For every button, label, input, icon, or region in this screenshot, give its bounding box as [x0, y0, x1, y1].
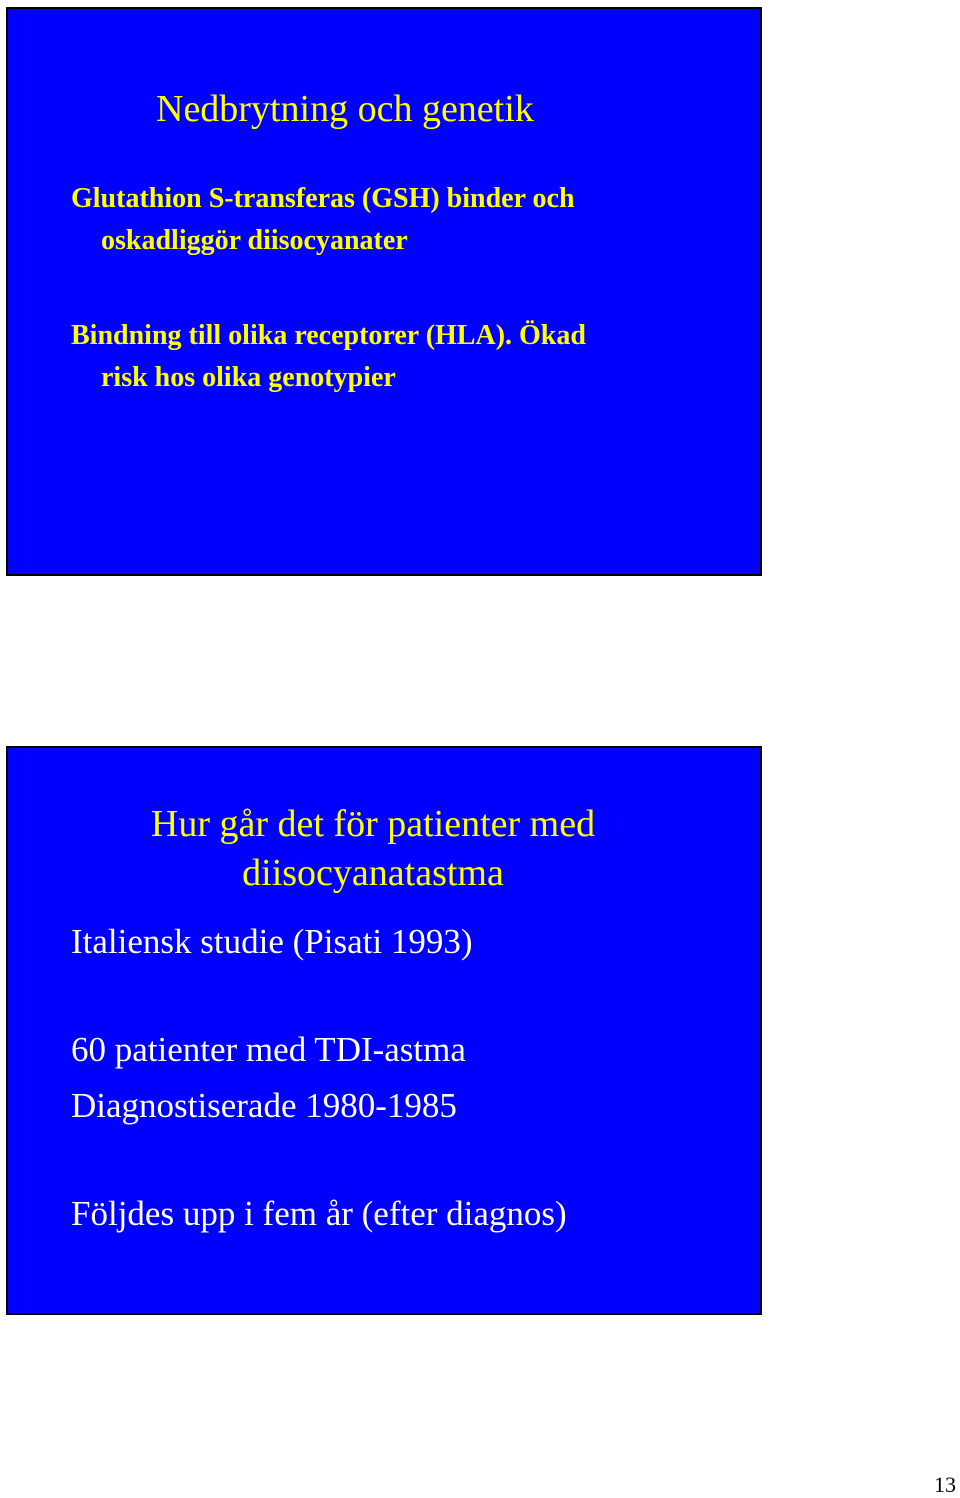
slide-1-bullet-hla [71, 315, 586, 399]
slide-2-patients-line: 60 patienter med TDI-astma [71, 1030, 466, 1069]
slide-1-bullet-gsh [71, 178, 575, 262]
slide-1-bullet-hla-line-1: Bindning till olika receptorer (HLA). Ökad [71, 320, 586, 351]
slide-1-bullet-gsh-line-1: Glutathion S-transferas (GSH) binder och [71, 183, 575, 214]
slide-2-diagnosed-line: Diagnostiserade 1980-1985 [71, 1086, 457, 1125]
slide-1-title: Nedbrytning och genetik [156, 88, 534, 130]
slide-1-bullet-hla-line-2: risk hos olika genotypier [101, 362, 396, 393]
slide-1-bullet-gsh-line-2: oskadliggör diisocyanater [101, 225, 408, 256]
slide-2-title [8, 800, 764, 898]
slide-2-title-line-2: diisocyanatastma [242, 852, 504, 894]
slide-diisocyanatastma-patienter [6, 746, 762, 1315]
page-number: 13 [934, 1472, 956, 1497]
slide-nedbrytning-och-genetik [6, 7, 762, 576]
slide-2-followup-line: Följdes upp i fem år (efter diagnos) [71, 1194, 567, 1233]
slide-2-title-line-1: Hur går det för patienter med [150, 803, 596, 845]
slide-2-study-line: Italiensk studie (Pisati 1993) [71, 922, 473, 961]
